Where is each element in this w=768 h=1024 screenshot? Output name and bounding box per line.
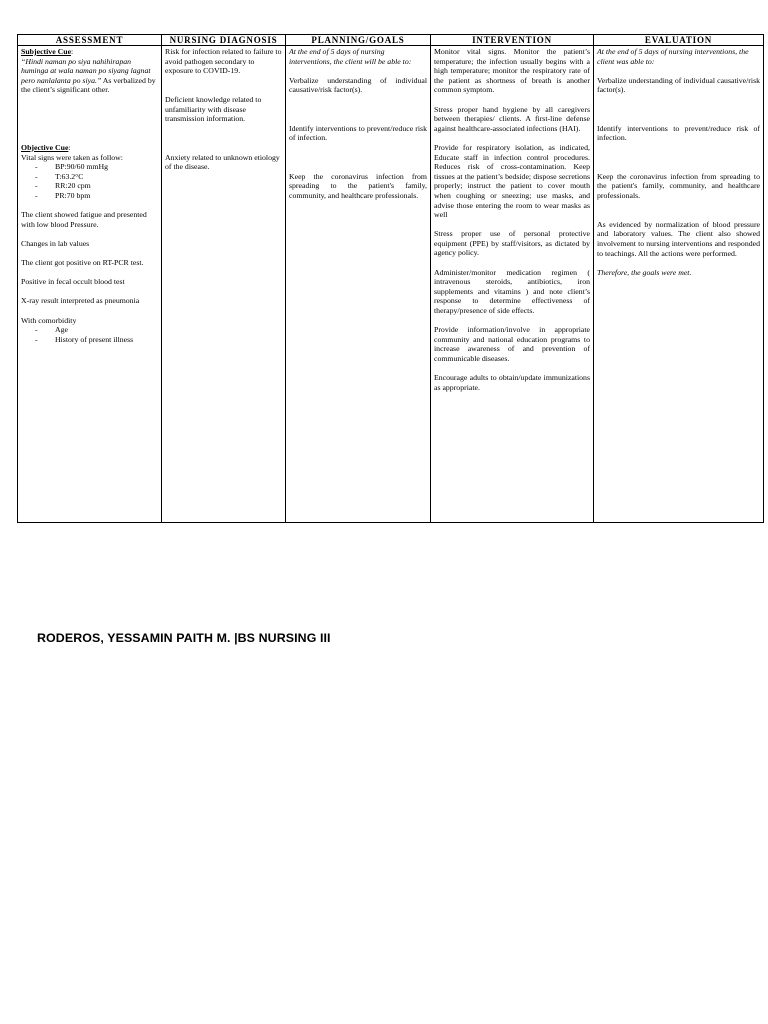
intervention-medication: Administer/monitor medication regimen ( intravenous steroids, antibiotics, iron supplements and vitamins ) and note client’s response to determine effectiveness of therapy/presence of side effects. <box>434 267 590 316</box>
diagnosis-anxiety: Anxiety related to unknown etiology of the disease. <box>165 152 280 172</box>
occult-blood-cue: Positive in fecal occult blood test <box>21 277 125 287</box>
list-item: - BP:90/60 mmHg <box>35 162 158 172</box>
vitals-intro: Vital signs were taken as follow: <box>21 152 123 162</box>
header-intervention: INTERVENTION <box>431 35 594 46</box>
diagnosis-cell <box>162 46 286 523</box>
table-header-row <box>18 35 764 46</box>
vital-signs-list <box>21 162 158 200</box>
list-item: - PR:70 bpm <box>35 191 158 201</box>
evaluation-conclusion: Therefore, the goals were met. <box>597 267 692 277</box>
header-nursing-diagnosis: NURSING DIAGNOSIS <box>162 35 286 46</box>
rtpcr-cue: The client got positive on RT-PCR test. <box>21 258 144 268</box>
comorbidity-intro: With comorbidity <box>21 315 77 325</box>
list-item: - T:63.2°C <box>35 172 158 182</box>
list-item: - Age <box>35 325 158 335</box>
nursing-care-plan-table <box>17 34 764 523</box>
header-assessment: ASSESSMENT <box>18 35 162 46</box>
evaluation-cell <box>594 46 764 523</box>
intervention-monitor-vitals: Monitor vital signs. Monitor the patient’s temperature; the infection usually begins with a high temperature; monitor the respiratory rate of the patient as shortness of breath is another common symptom. <box>434 47 590 95</box>
planning-intro: At the end of 5 days of nursing interventions, the client will be able to: <box>289 47 412 66</box>
goal-verbalize: Verbalize understanding of individual causative/risk factor(s). <box>289 75 427 95</box>
intervention-ppe: Stress proper use of personal protective equipment (PPE) by staff/visitors, as dictated by agency policy. <box>434 229 590 258</box>
lab-values-cue: Changes in lab values <box>21 238 90 248</box>
comorbidity-list <box>21 325 158 344</box>
evaluation-identify-interventions: Identify interventions to prevent/reduce risk of infection. <box>597 123 760 143</box>
diagnosis-risk-infection: Risk for infection related to failure to avoid pathogen secondary to exposure to COVID-19. <box>165 47 282 76</box>
intervention-hand-hygiene: Stress proper hand hygiene by all caregivers between therapies/ clients. A first-line defense against healthcare-associated infections (HAI). <box>434 104 590 133</box>
planning-cell <box>286 46 431 523</box>
list-item: - RR:20 cpm <box>35 181 158 191</box>
evaluation-prevent-spread: Keep the coronavirus infection from spreading to the patient's family, community, and healthcare professionals. <box>597 171 760 200</box>
intervention-immunizations: Encourage adults to obtain/update immunizations as appropriate. <box>434 373 590 392</box>
header-evaluation: EVALUATION <box>594 35 764 46</box>
table-row <box>18 46 764 523</box>
objective-cue: Objective Cue: <box>21 142 71 152</box>
objective-cue-label: Objective Cue <box>21 142 69 152</box>
xray-cue: X-ray result interpreted as pneumonia <box>21 296 140 306</box>
header-planning-goals: PLANNING/GOALS <box>286 35 431 46</box>
evaluation-verbalize: Verbalize understanding of individual causative/risk factor(s). <box>597 75 760 95</box>
fatigue-cue: The client showed fatigue and presented with low blood Pressure. <box>21 210 147 229</box>
intervention-cell <box>431 46 594 523</box>
assessment-cell <box>18 46 162 523</box>
subjective-quote: “Hindi naman po siya nahihirapan huminga at wala naman po siyang lagnat pero nanlalanta po siya.” <box>21 56 151 85</box>
subjective-cue: Subjective Cue: <box>21 47 74 56</box>
intervention-education: Provide information/involve in appropriate community and national education programs to increase awareness of and prevention of communicable diseases. <box>434 325 590 363</box>
subjective-cue-label: Subjective Cue <box>21 47 72 56</box>
list-item: - History of present illness <box>35 335 158 345</box>
subjective-quote-source: As verbalized by the client’s significant other. <box>21 75 156 95</box>
diagnosis-deficient-knowledge: Deficient knowledge related to unfamiliarity with disease transmission information. <box>165 94 262 124</box>
goal-prevent-spread: Keep the coronavirus infection from spreading to the patient's family, community, and healthcare professionals. <box>289 171 427 200</box>
intervention-respiratory-isolation: Provide for respiratory isolation, as indicated, Educate staff in infection control procedures. Reduces risk of cross-contamination. Keep tissues at the patient’s bedside; dispose secretions properly; instruct the patient to cover mouth when coughing or sneezing; use masks, and advise those entering the room to wear masks as well <box>434 142 590 220</box>
goal-identify-interventions: Identify interventions to prevent/reduce risk of infection. <box>289 123 427 143</box>
author-footer: RODEROS, YESSAMIN PAITH M. |BS NURSING III <box>37 631 331 645</box>
evaluation-evidence: As evidenced by normalization of blood pressure and laboratory values. The client also showed involvement to nursing interventions and responded to teachings. All the actions were performed. <box>597 219 760 258</box>
evaluation-intro: At the end of 5 days of nursing interventions, the client was able to: <box>597 47 749 66</box>
